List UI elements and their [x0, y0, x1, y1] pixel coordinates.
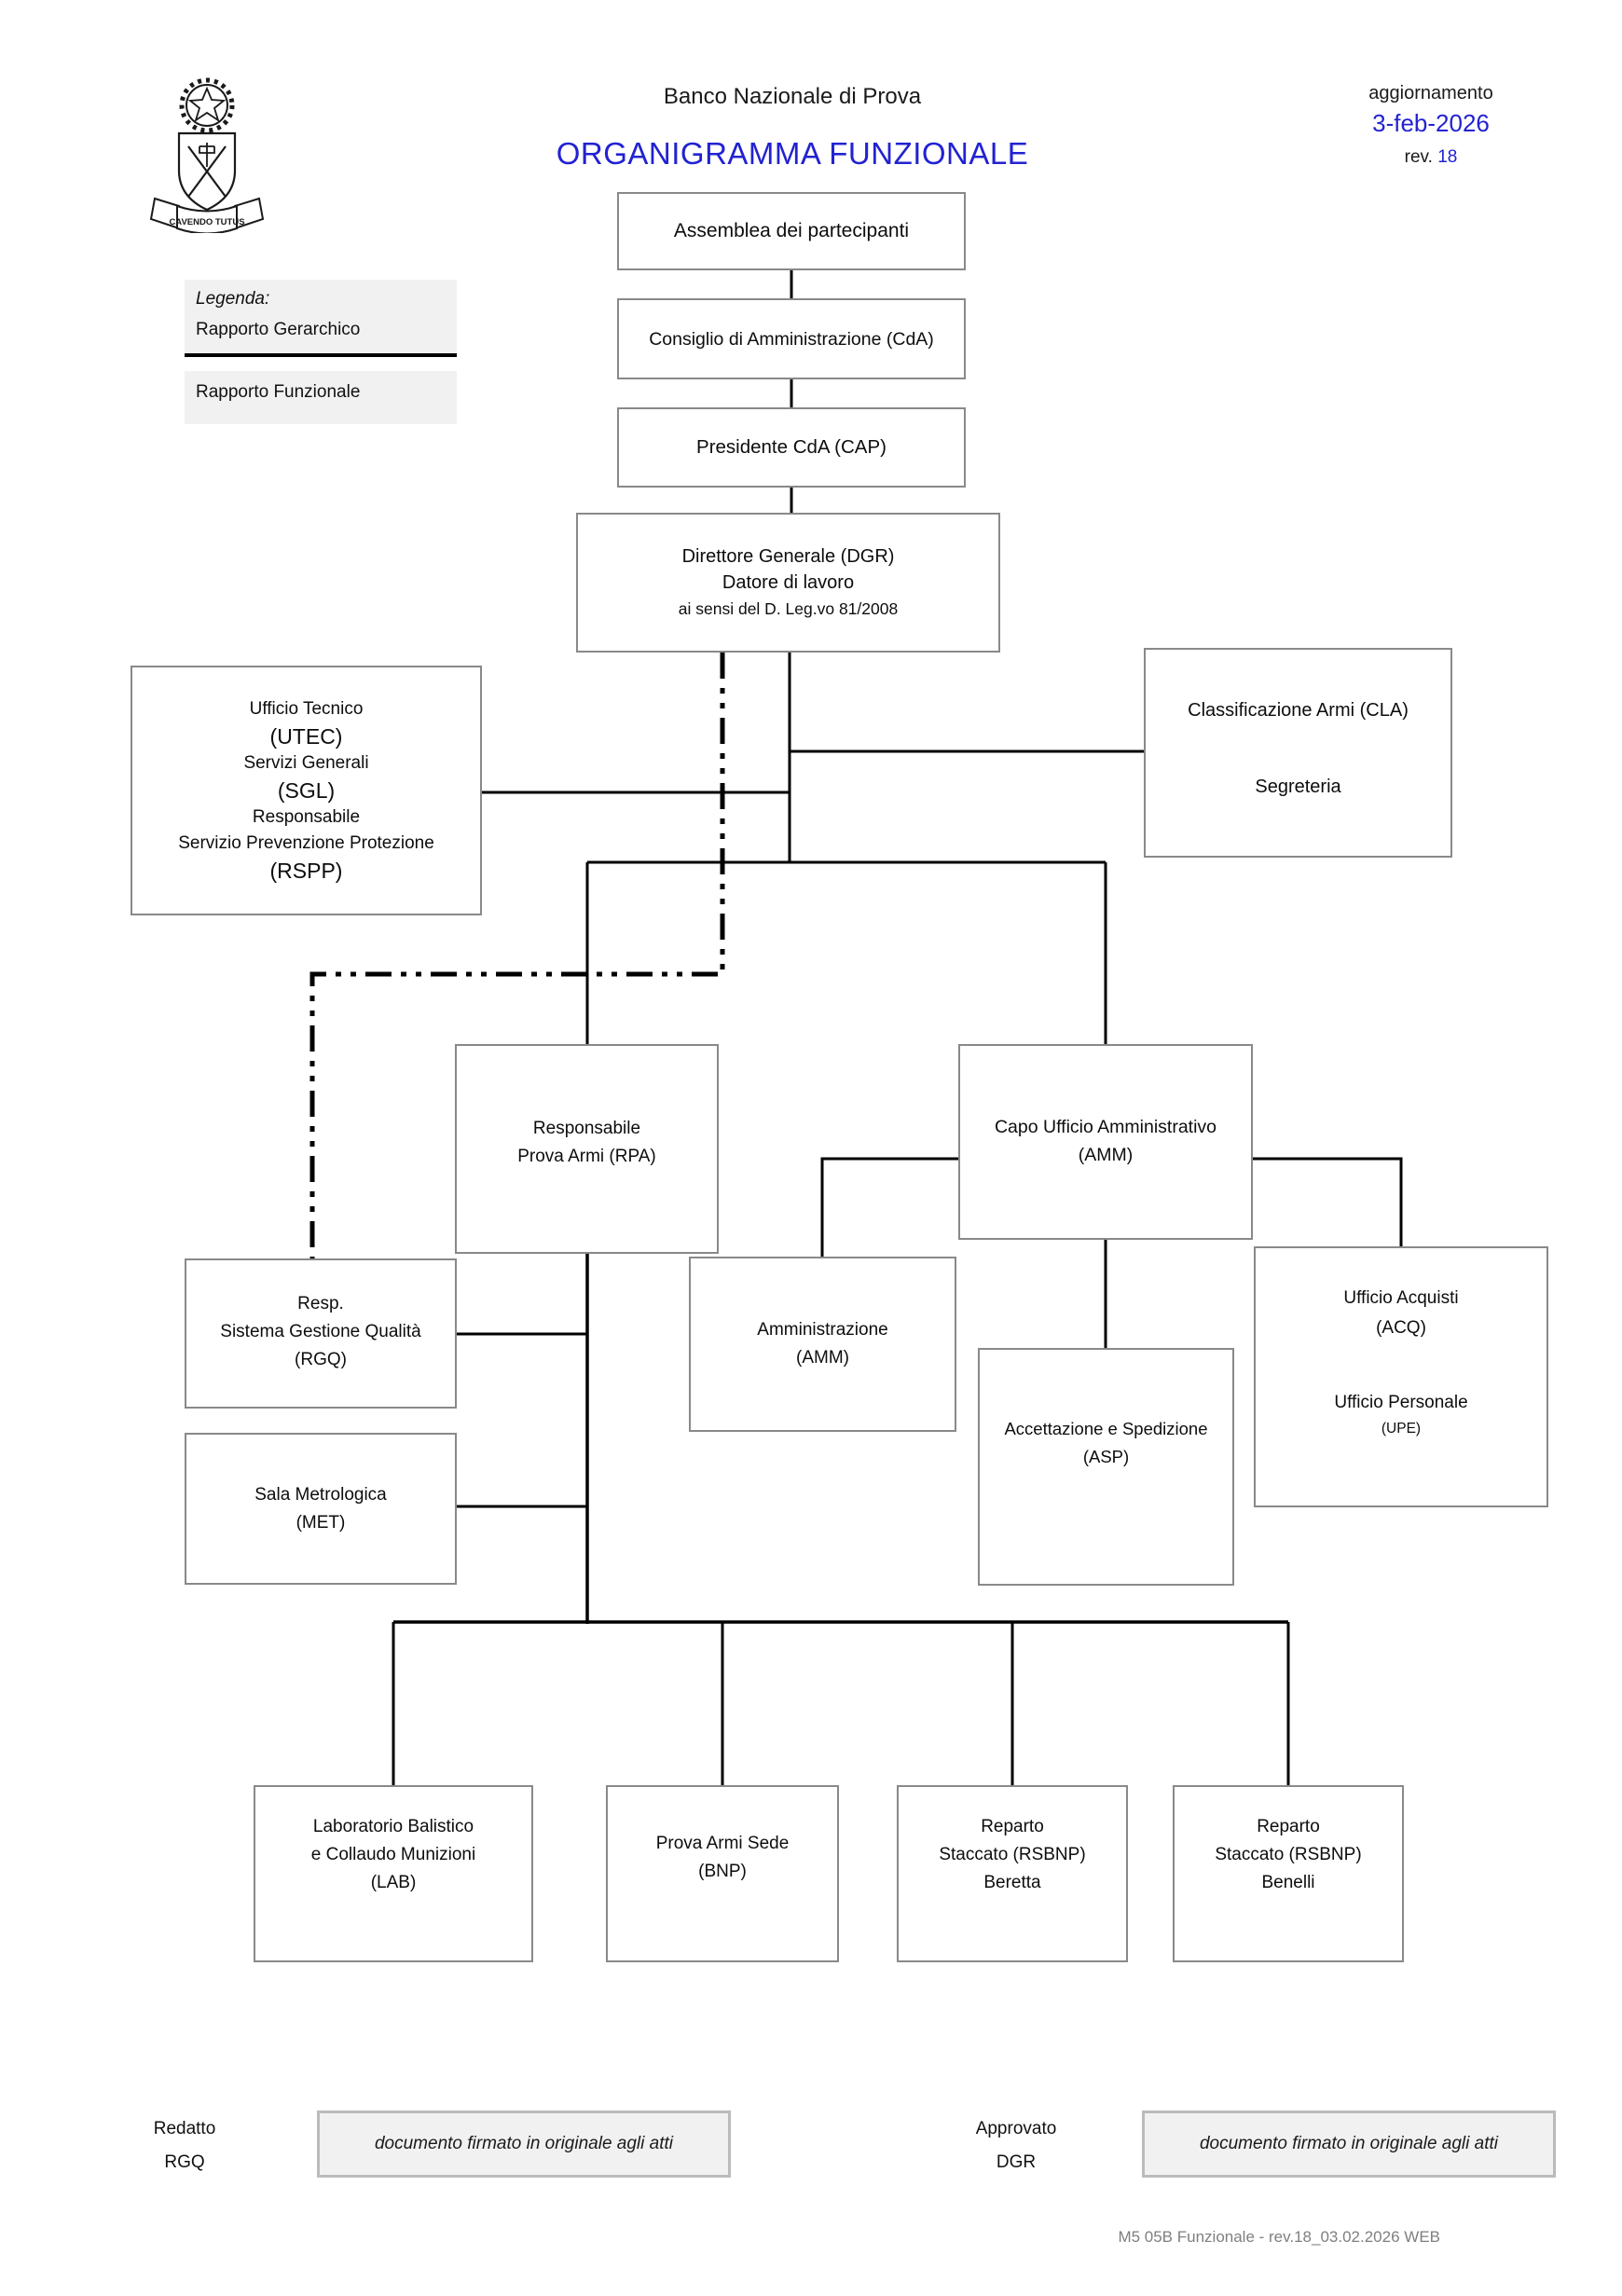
legend-hierarchical-label: Rapporto Gerarchico	[196, 320, 361, 339]
org-node-utec-line: (SGL)	[277, 778, 336, 803]
org-node-amministrazione	[689, 1257, 956, 1432]
update-date: 3-feb-2026	[1372, 109, 1490, 137]
org-node-acq-upe-line: (UPE)	[1381, 1421, 1422, 1437]
org-node-acq-upe-line: Ufficio Personale	[1334, 1393, 1468, 1412]
revision-line	[1319, 148, 1543, 166]
org-node-met-line: (MET)	[296, 1512, 346, 1533]
redatto-block	[119, 2112, 250, 2179]
redatto-label: Redatto	[153, 2119, 216, 2138]
org-node-rsbnp-beretta-line: Beretta	[983, 1873, 1041, 1892]
org-node-capo-amm-line: Capo Ufficio Amministrativo	[994, 1117, 1217, 1137]
org-node-cda-line: Consiglio di Amministrazione (CdA)	[649, 328, 934, 350]
org-node-dgr-line: Direttore Generale (DGR)	[681, 546, 895, 567]
org-node-bnp-line: (BNP)	[698, 1862, 747, 1881]
org-node-bnp	[606, 1785, 839, 1962]
legend-functional-label: Rapporto Funzionale	[196, 382, 361, 402]
page-title: ORGANIGRAMMA FUNZIONALE	[556, 136, 1029, 171]
org-node-rpa-line: Responsabile	[532, 1119, 641, 1138]
logo-star-icon	[190, 89, 224, 120]
org-node-utec-line: (UTEC)	[269, 724, 343, 749]
org-node-dgr-line: ai sensi del D. Leg.vo 81/2008	[678, 599, 899, 618]
org-node-rgq-line: (RGQ)	[295, 1350, 347, 1369]
org-node-rgq-line: Sistema Gestione Qualità	[220, 1322, 421, 1341]
update-label: aggiornamento	[1368, 83, 1493, 103]
org-node-met-line: Sala Metrologica	[254, 1484, 387, 1505]
org-node-capo-amm	[958, 1044, 1253, 1240]
document-reference: M5 05B Funzionale - rev.18_03.02.2026 WEB	[1118, 2228, 1440, 2246]
legend-title: Legenda:	[196, 289, 270, 309]
redatto-by: RGQ	[164, 2152, 205, 2172]
org-node-acq-upe-line: Ufficio Acquisti	[1343, 1288, 1459, 1308]
org-node-dgr-line: Datore di lavoro	[722, 572, 855, 593]
org-node-utec-line: (RSPP)	[269, 859, 343, 883]
org-node-met	[185, 1433, 457, 1585]
org-node-dgr	[576, 513, 1000, 653]
legend-hierarchical-row	[185, 280, 457, 357]
signed-note-right-text: documento firmato in originale agli atti	[1199, 2134, 1498, 2153]
org-node-rsbnp-benelli-line: Staccato (RSBNP)	[1215, 1845, 1362, 1864]
logo-motto-text: CAVENDO TUTUS	[169, 217, 245, 227]
org-node-utec-line: Servizio Prevenzione Protezione	[178, 833, 434, 853]
org-node-rsbnp-benelli	[1173, 1785, 1404, 1962]
org-node-rsbnp-benelli-line: Reparto	[1257, 1817, 1320, 1836]
org-node-asp-line: (ASP)	[1082, 1447, 1130, 1466]
org-node-cap-line: Presidente CdA (CAP)	[696, 436, 887, 458]
org-node-lab	[254, 1785, 533, 1962]
org-node-lab-line: Laboratorio Balistico	[312, 1817, 474, 1836]
org-node-assemblea	[617, 192, 966, 270]
signed-note-left	[317, 2110, 731, 2178]
org-node-rsbnp-beretta-line: Staccato (RSBNP)	[939, 1845, 1086, 1864]
update-block	[1319, 84, 1543, 166]
org-node-amministrazione-line: (AMM)	[796, 1348, 849, 1368]
org-node-rsbnp-benelli-line: Benelli	[1261, 1873, 1315, 1892]
org-node-cla-line: Segreteria	[1255, 777, 1341, 797]
approvato-label: Approvato	[975, 2119, 1057, 2138]
signed-note-left-text: documento firmato in originale agli atti	[374, 2134, 673, 2153]
org-node-assemblea-line: Assemblea dei partecipanti	[673, 220, 910, 241]
org-node-rsbnp-beretta-line: Reparto	[981, 1817, 1044, 1836]
org-node-rsbnp-beretta	[897, 1785, 1128, 1962]
legend-functional-row	[185, 371, 457, 424]
org-node-cap	[617, 407, 966, 488]
org-node-cla	[1144, 648, 1452, 858]
logo-crest	[131, 70, 280, 233]
org-node-rgq-line: Resp.	[297, 1294, 344, 1313]
org-node-acq-upe-line: (ACQ)	[1376, 1318, 1426, 1338]
org-node-bnp-line: Prova Armi Sede	[655, 1834, 790, 1853]
org-node-utec	[131, 666, 482, 915]
org-node-rgq	[185, 1258, 457, 1409]
org-node-lab-line: (LAB)	[370, 1873, 417, 1892]
org-node-rpa-line: Prova Armi (RPA)	[517, 1147, 656, 1166]
approvato-by: DGR	[996, 2152, 1037, 2172]
org-node-amministrazione-line: Amministrazione	[757, 1320, 888, 1340]
org-node-asp-line: Accettazione e Spedizione	[1004, 1419, 1208, 1438]
org-node-acq-upe	[1254, 1246, 1548, 1507]
org-node-utec-line: Ufficio Tecnico	[249, 699, 364, 719]
org-node-utec-line: Responsabile	[252, 807, 361, 827]
org-node-asp	[978, 1348, 1234, 1586]
org-node-lab-line: e Collaudo Munizioni	[310, 1845, 476, 1864]
revision-number: 18	[1437, 147, 1458, 167]
org-node-rpa	[455, 1044, 719, 1254]
org-name: Banco Nazionale di Prova	[663, 84, 922, 109]
revision-label: rev.	[1404, 147, 1438, 167]
org-node-cla-line: Classificazione Armi (CLA)	[1188, 700, 1409, 721]
org-node-cda	[617, 298, 966, 379]
approvato-block	[951, 2112, 1081, 2179]
org-node-capo-amm-line: (AMM)	[1078, 1145, 1134, 1165]
org-node-utec-line: Servizi Generali	[243, 753, 369, 773]
signed-note-right	[1142, 2110, 1556, 2178]
